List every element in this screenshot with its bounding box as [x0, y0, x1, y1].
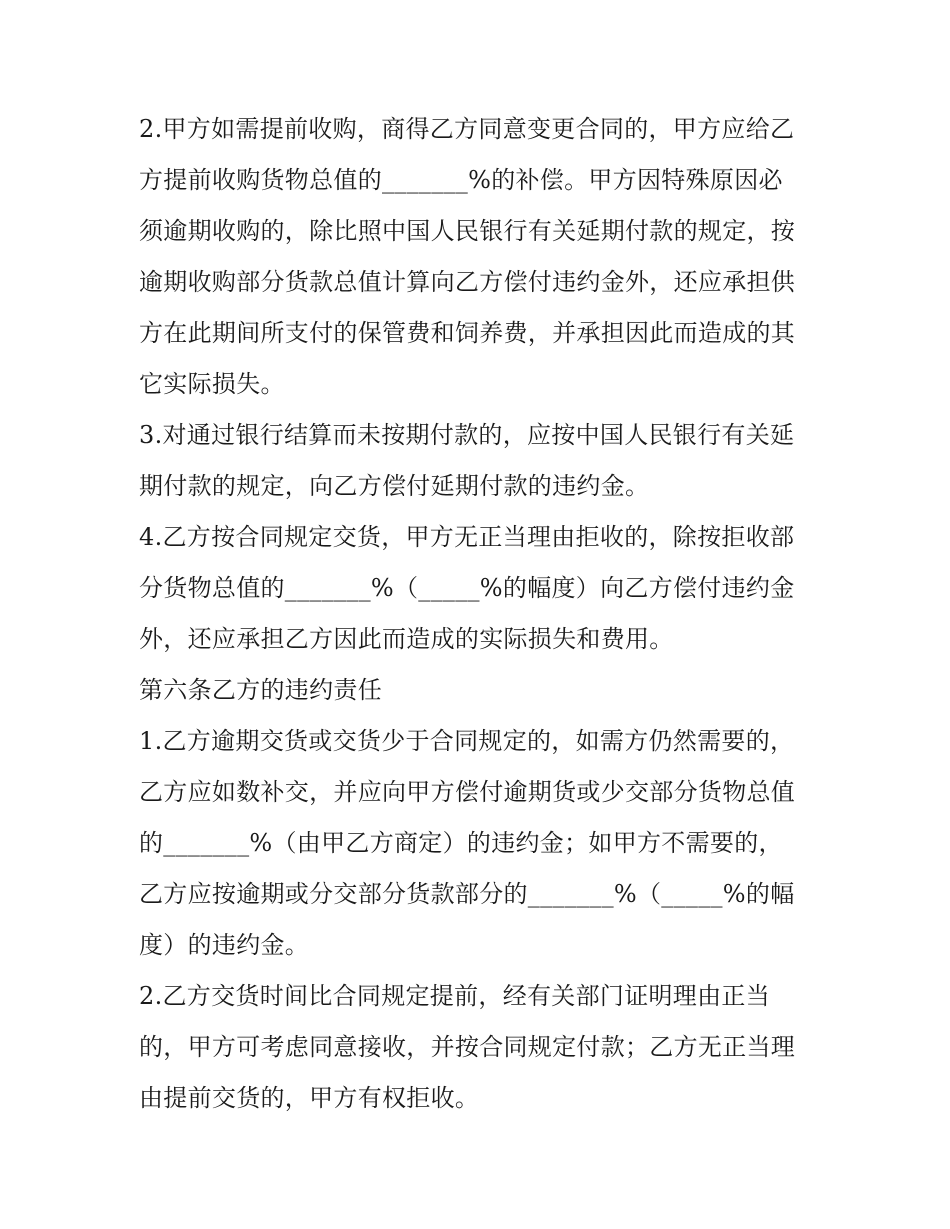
text-line: 期付款的规定，向乙方偿付延期付款的违约金。 [139, 472, 650, 500]
text-line: 2.甲方如需提前收购，商得乙方同意变更合同的，甲方应给乙 [139, 115, 795, 143]
text-line: 乙方应按逾期或分交部分货款部分的_______%（_____%的幅 [139, 880, 795, 908]
text-line: 的_______%（由甲乙方商定）的违约金；如甲方不需要的， [139, 829, 783, 857]
document-body [139, 104, 819, 1124]
text-line: 度）的违约金。 [139, 931, 310, 959]
text-line: 乙方应如数补交，并应向甲方偿付逾期货或少交部分货物总值 [139, 778, 796, 806]
section-heading: 第六条乙方的违约责任 [139, 676, 382, 704]
text-line: 外，还应承担乙方因此而造成的实际损失和费用。 [139, 625, 674, 653]
text-line: 逾期收购部分货款总值计算向乙方偿付违约金外，还应承担供 [139, 268, 796, 296]
text-line: 的，甲方可考虑同意接收，并按合同规定付款；乙方无正当理 [139, 1033, 796, 1061]
text-line: 1.乙方逾期交货或交货少于合同规定的，如需方仍然需要的， [139, 727, 795, 755]
text-line: 方提前收购货物总值的_______%的补偿。甲方因特殊原因必 [139, 166, 783, 194]
text-line: 方在此期间所支付的保管费和饲养费，并承担因此而造成的其 [139, 319, 796, 347]
text-line: 3.对通过银行结算而未按期付款的，应按中国人民银行有关延 [139, 421, 795, 449]
text-line: 须逾期收购的，除比照中国人民银行有关延期付款的规定，按 [139, 217, 796, 245]
text-line: 它实际损失。 [139, 370, 285, 398]
text-line: 由提前交货的，甲方有权拒收。 [139, 1084, 480, 1112]
text-line: 4.乙方按合同规定交货，甲方无正当理由拒收的，除按拒收部 [139, 523, 795, 551]
text-line: 分货物总值的_______%（_____%的幅度）向乙方偿付违约金 [139, 574, 795, 602]
text-line: 2.乙方交货时间比合同规定提前，经有关部门证明理由正当 [139, 982, 770, 1010]
